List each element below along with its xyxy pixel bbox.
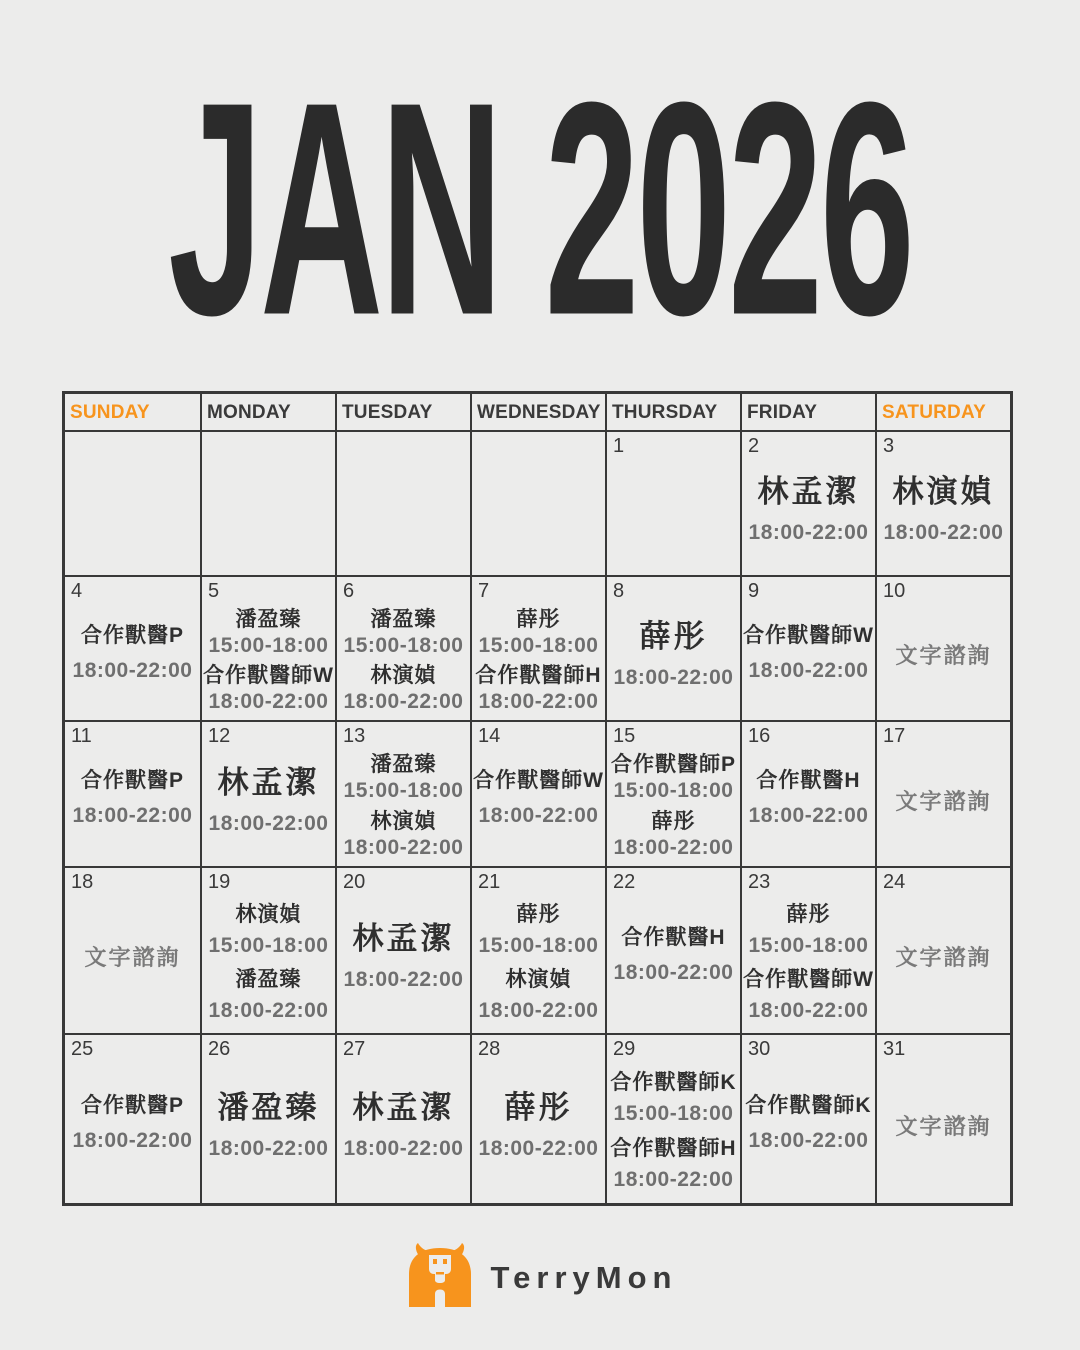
cell-entries bbox=[879, 1060, 1008, 1198]
day-number: 4 bbox=[71, 580, 83, 602]
entry-name: 合作獸醫師K bbox=[745, 1094, 872, 1117]
entry-time: 18:00-22:00 bbox=[343, 1136, 464, 1160]
monster-icon bbox=[403, 1242, 477, 1313]
day-cell-27 bbox=[335, 1033, 470, 1203]
weekday-header-monday: MONDAY bbox=[200, 394, 335, 430]
entry-name: 合作獸醫師W bbox=[743, 968, 874, 992]
day-cell-1 bbox=[605, 430, 740, 575]
day-number: 24 bbox=[883, 871, 906, 893]
weekday-header-thursday: THURSDAY bbox=[605, 394, 740, 430]
day-number: 5 bbox=[208, 580, 220, 602]
weekday-header-friday: FRIDAY bbox=[740, 394, 875, 430]
day-cell-28 bbox=[470, 1033, 605, 1203]
entry-note: 文字諮詢 bbox=[895, 945, 992, 970]
entry-time: 18:00-22:00 bbox=[748, 521, 869, 544]
day-number: 12 bbox=[208, 725, 231, 747]
page-title: JAN 2026 bbox=[168, 40, 912, 380]
day-number: 23 bbox=[748, 871, 771, 893]
entry-time: 18:00-22:00 bbox=[72, 658, 193, 682]
entry-name: 合作獸醫師P bbox=[610, 753, 736, 777]
entry-name: 合作獸醫H bbox=[621, 925, 726, 949]
day-cell-12 bbox=[200, 720, 335, 866]
cell-entries bbox=[474, 602, 603, 715]
day-cell-9 bbox=[740, 575, 875, 720]
entry-time: 18:00-22:00 bbox=[343, 835, 464, 859]
day-cell-11 bbox=[65, 720, 200, 866]
entry-name: 合作獸醫P bbox=[80, 769, 184, 792]
day-number: 13 bbox=[343, 725, 366, 747]
entry-name: 合作獸醫師H bbox=[610, 1137, 737, 1160]
entry-name: 潘盈臻 bbox=[217, 1089, 320, 1125]
entry-name: 合作獸醫師W bbox=[203, 664, 334, 687]
entry-name: 潘盈臻 bbox=[235, 968, 302, 992]
cell-entries bbox=[67, 747, 198, 861]
entry-time: 15:00-18:00 bbox=[343, 779, 464, 803]
entry-time: 15:00-18:00 bbox=[208, 634, 329, 657]
entry-time: 18:00-22:00 bbox=[208, 1136, 329, 1160]
entry-note: 文字諮詢 bbox=[895, 643, 992, 668]
entry-name: 薛彤 bbox=[504, 1089, 573, 1125]
day-number: 21 bbox=[478, 871, 501, 893]
entry-time: 15:00-18:00 bbox=[208, 933, 329, 957]
entry-name: 合作獸醫P bbox=[80, 623, 184, 647]
day-number: 14 bbox=[478, 725, 501, 747]
day-cell-22 bbox=[605, 866, 740, 1033]
calendar-grid bbox=[62, 391, 1013, 1206]
day-cell-29 bbox=[605, 1033, 740, 1203]
entry-time: 15:00-18:00 bbox=[478, 933, 599, 957]
day-cell-15 bbox=[605, 720, 740, 866]
day-cell-19 bbox=[200, 866, 335, 1033]
cell-entries bbox=[609, 1060, 738, 1198]
day-number: 2 bbox=[748, 435, 760, 457]
day-cell-16 bbox=[740, 720, 875, 866]
entry-time: 18:00-22:00 bbox=[883, 521, 1004, 544]
cell-entries bbox=[474, 1060, 603, 1198]
entry-time: 18:00-22:00 bbox=[343, 968, 464, 991]
entry-name: 林演媜 bbox=[235, 903, 302, 927]
entry-time: 15:00-18:00 bbox=[613, 1102, 734, 1125]
cell-entries bbox=[879, 602, 1008, 715]
entry-name: 薛彤 bbox=[516, 903, 561, 927]
cell-entries bbox=[204, 602, 333, 715]
cell-entries bbox=[744, 747, 873, 861]
day-cell-8 bbox=[605, 575, 740, 720]
entry-time: 15:00-18:00 bbox=[613, 779, 734, 803]
entry-name: 薛彤 bbox=[786, 903, 831, 927]
entry-name: 潘盈臻 bbox=[370, 753, 437, 777]
cell-entries bbox=[744, 457, 873, 570]
entry-name: 合作獸醫師W bbox=[743, 623, 874, 647]
day-cell-10 bbox=[875, 575, 1010, 720]
entry-time: 18:00-22:00 bbox=[208, 811, 329, 835]
entry-time: 18:00-22:00 bbox=[478, 998, 599, 1022]
cell-entries bbox=[339, 602, 468, 715]
entry-note: 文字諮詢 bbox=[895, 788, 992, 814]
entry-time: 18:00-22:00 bbox=[478, 804, 599, 827]
day-number: 18 bbox=[71, 871, 94, 893]
cell-entries bbox=[204, 893, 333, 1028]
day-number: 28 bbox=[478, 1038, 501, 1060]
day-cell-26 bbox=[200, 1033, 335, 1203]
day-cell-18 bbox=[65, 866, 200, 1033]
day-number: 19 bbox=[208, 871, 231, 893]
cell-entries bbox=[67, 893, 198, 1028]
entry-name: 薛彤 bbox=[651, 809, 696, 833]
day-cell-25 bbox=[65, 1033, 200, 1203]
cell-entries bbox=[339, 747, 468, 861]
entry-name: 林孟潔 bbox=[757, 474, 860, 509]
cell-entries bbox=[339, 1060, 468, 1198]
day-cell-17 bbox=[875, 720, 1010, 866]
weekday-header-saturday: SATURDAY bbox=[875, 394, 1010, 430]
entry-name: 合作獸醫H bbox=[756, 769, 861, 792]
day-cell-23 bbox=[740, 866, 875, 1033]
entry-name: 薛彤 bbox=[516, 608, 561, 631]
cell-entries bbox=[204, 1060, 333, 1198]
day-cell-6 bbox=[335, 575, 470, 720]
day-number: 7 bbox=[478, 580, 490, 602]
day-number: 15 bbox=[613, 725, 636, 747]
day-cell-7 bbox=[470, 575, 605, 720]
day-number: 16 bbox=[748, 725, 771, 747]
day-cell-24 bbox=[875, 866, 1010, 1033]
entry-name: 潘盈臻 bbox=[370, 608, 437, 631]
weekday-header-wednesday: WEDNESDAY bbox=[470, 394, 605, 430]
entry-time: 18:00-22:00 bbox=[613, 1168, 734, 1191]
entry-name: 林演媜 bbox=[370, 664, 437, 687]
cell-entries bbox=[879, 747, 1008, 861]
day-number: 8 bbox=[613, 580, 625, 602]
day-cell-20 bbox=[335, 866, 470, 1033]
day-cell-empty bbox=[335, 430, 470, 575]
day-cell-empty bbox=[65, 430, 200, 575]
entry-name: 合作獸醫師H bbox=[475, 664, 602, 687]
day-cell-empty bbox=[200, 430, 335, 575]
day-cell-13 bbox=[335, 720, 470, 866]
weekday-header-sunday: SUNDAY bbox=[70, 402, 150, 423]
entry-time: 15:00-18:00 bbox=[748, 933, 869, 957]
entry-time: 18:00-22:00 bbox=[343, 690, 464, 713]
cell-entries bbox=[67, 602, 198, 715]
entry-time: 18:00-22:00 bbox=[208, 690, 329, 713]
day-cell-5 bbox=[200, 575, 335, 720]
entry-time: 18:00-22:00 bbox=[748, 658, 869, 682]
day-number: 31 bbox=[883, 1038, 906, 1060]
entry-name: 林孟潔 bbox=[352, 1089, 455, 1125]
cell-entries bbox=[67, 1060, 198, 1198]
entry-time: 18:00-22:00 bbox=[748, 804, 869, 827]
entry-time: 18:00-22:00 bbox=[72, 1129, 193, 1152]
day-cell-14 bbox=[470, 720, 605, 866]
cell-entries bbox=[744, 602, 873, 715]
entry-time: 18:00-22:00 bbox=[72, 804, 193, 827]
entry-time: 18:00-22:00 bbox=[208, 998, 329, 1022]
entry-name: 林孟潔 bbox=[217, 764, 320, 800]
footer-logo bbox=[0, 1242, 1080, 1313]
entry-name: 林演媜 bbox=[370, 809, 437, 833]
cell-entries bbox=[339, 893, 468, 1028]
entry-time: 18:00-22:00 bbox=[613, 666, 734, 689]
entry-name: 林演媜 bbox=[892, 474, 995, 509]
entry-time: 15:00-18:00 bbox=[478, 634, 599, 657]
entry-name: 潘盈臻 bbox=[235, 608, 302, 631]
entry-time: 18:00-22:00 bbox=[748, 1129, 869, 1152]
entry-time: 18:00-22:00 bbox=[478, 1136, 599, 1160]
day-number: 27 bbox=[343, 1038, 366, 1060]
cell-entries bbox=[609, 747, 738, 861]
entry-time: 18:00-22:00 bbox=[478, 690, 599, 713]
cell-entries bbox=[879, 893, 1008, 1028]
day-cell-30 bbox=[740, 1033, 875, 1203]
entry-name: 林孟潔 bbox=[352, 921, 455, 956]
cell-entries bbox=[204, 747, 333, 861]
entry-time: 18:00-22:00 bbox=[613, 960, 734, 984]
brand-name: TerryMon bbox=[490, 1259, 678, 1295]
day-number: 22 bbox=[613, 871, 636, 893]
day-number: 20 bbox=[343, 871, 366, 893]
day-cell-empty bbox=[470, 430, 605, 575]
day-number: 1 bbox=[613, 435, 625, 457]
entry-name: 林演媜 bbox=[505, 968, 572, 992]
cell-entries bbox=[474, 893, 603, 1028]
weekday-header-tuesday: TUESDAY bbox=[335, 394, 470, 430]
day-number: 10 bbox=[883, 580, 906, 602]
cell-entries bbox=[609, 602, 738, 715]
entry-name: 合作獸醫師K bbox=[610, 1071, 737, 1094]
day-number: 26 bbox=[208, 1038, 231, 1060]
day-cell-31 bbox=[875, 1033, 1010, 1203]
entry-time: 18:00-22:00 bbox=[613, 835, 734, 859]
cell-entries bbox=[474, 747, 603, 861]
day-number: 3 bbox=[883, 435, 895, 457]
entry-time: 15:00-18:00 bbox=[343, 634, 464, 657]
day-number: 25 bbox=[71, 1038, 94, 1060]
entry-note: 文字諮詢 bbox=[84, 945, 181, 970]
day-number: 29 bbox=[613, 1038, 636, 1060]
cell-entries bbox=[879, 457, 1008, 570]
entry-name: 合作獸醫師W bbox=[473, 769, 604, 792]
day-number: 17 bbox=[883, 725, 906, 747]
entry-name: 薛彤 bbox=[639, 619, 708, 654]
cell-entries bbox=[744, 893, 873, 1028]
cell-entries bbox=[744, 1060, 873, 1198]
day-cell-21 bbox=[470, 866, 605, 1033]
entry-note: 文字諮詢 bbox=[895, 1113, 992, 1139]
day-number: 9 bbox=[748, 580, 760, 602]
day-cell-3 bbox=[875, 430, 1010, 575]
day-number: 6 bbox=[343, 580, 355, 602]
day-number: 11 bbox=[71, 725, 92, 747]
day-cell-2 bbox=[740, 430, 875, 575]
entry-name: 合作獸醫P bbox=[80, 1094, 184, 1117]
day-cell-4 bbox=[65, 575, 200, 720]
entry-time: 18:00-22:00 bbox=[748, 998, 869, 1022]
cell-entries bbox=[609, 893, 738, 1028]
day-number: 30 bbox=[748, 1038, 771, 1060]
